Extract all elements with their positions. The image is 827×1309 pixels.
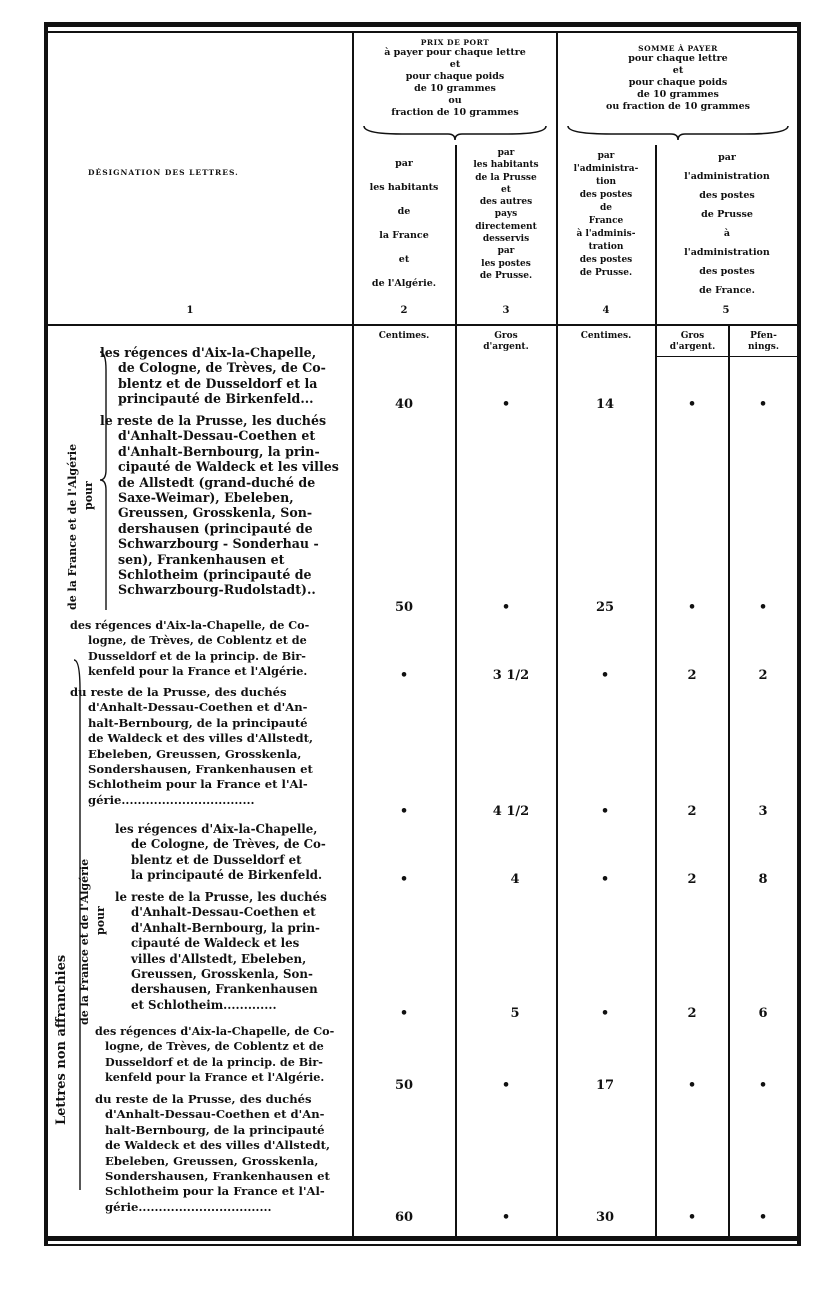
right-border xyxy=(797,22,801,1246)
divider-col2-col3 xyxy=(455,145,457,1236)
top-rule-thin xyxy=(44,31,799,33)
row-2-col3: • xyxy=(501,600,511,615)
row-2-col2: 50 xyxy=(394,600,414,615)
row-1-col5b: • xyxy=(758,397,768,412)
row-2-col5b: • xyxy=(758,600,768,615)
row-3-col3: 3 1/2 xyxy=(492,668,530,683)
side-label-group2: de la France et de l'Algérie xyxy=(78,858,91,1025)
row-4-col2: • xyxy=(399,804,409,819)
row-1-col3: • xyxy=(501,397,511,412)
col3-unit: Gros d'argent. xyxy=(483,331,529,353)
row-4-col5a: 2 xyxy=(687,804,697,819)
col2-number: 2 xyxy=(400,305,408,316)
divider-col5-sub xyxy=(728,326,730,1236)
col5-number: 5 xyxy=(722,305,730,316)
row-3-col5b: 2 xyxy=(758,668,768,683)
row-1-description: les régences d'Aix-la-Chapelle, de Cologne, de Trèves, de Co- blentz et de Dusseldorf et la principauté de Birkenfeld... xyxy=(100,345,326,407)
group-b-brace xyxy=(566,122,790,142)
side-label-outer: Lettres non affranchies xyxy=(54,954,69,1125)
row-7-description: des régences d'Aix-la-Chapelle, de Co- logne, de Trèves, de Coblentz et de Dusseldorf et de la princip. de Bir- kenfeld pour la France et l'Algérie. xyxy=(95,1024,335,1085)
col4-number: 4 xyxy=(602,305,610,316)
col3-heading: par les habitants de la Prusse et des autres pays directement desservis par les postes de Prusse. xyxy=(473,148,539,281)
side-label-group1: de la France et de l'Algérie xyxy=(66,443,79,610)
row-8-col2: 60 xyxy=(394,1210,414,1225)
row-7-col5a: • xyxy=(687,1078,697,1093)
col4-unit: Centimes. xyxy=(580,331,632,341)
row-7-col4: 17 xyxy=(595,1078,615,1093)
col1-number: 1 xyxy=(186,305,194,316)
row-3-col2: • xyxy=(399,668,409,683)
row-3-description: des régences d'Aix-la-Chapelle, de Co- logne, de Trèves, de Coblentz et de Dusseldorf et de la princip. de Bir- kenfeld pour la France et l'Algérie. xyxy=(70,618,310,679)
row-8-description: du reste de la Prusse, des duchés d'Anhalt-Dessau-Coethen et d'An- halt-Bernbourg, de la principauté de Waldeck et des villes d'Allstedt, Ebeleben, Greussen, Grosskenla, Sondershausen, Frankenhausen et Schlotheim pour la France et l'Al- gérie................................. xyxy=(95,1092,330,1214)
row-3-col5a: 2 xyxy=(687,668,697,683)
row-8-col5b: • xyxy=(758,1210,768,1225)
row-4-description: du reste de la Prusse, des duchés d'Anhalt-Dessau-Coethen et d'An- halt-Bernbourg, de la principauté de Waldeck et des villes d'Allstedt, Ebeleben, Greussen, Grosskenla, Sondershausen, Frankenhausen et Schlotheim pour la France et l'Al- gérie................................. xyxy=(70,685,313,807)
row-2-col4: 25 xyxy=(595,600,615,615)
row-3-col4: • xyxy=(600,668,610,683)
col5-unit-underline xyxy=(657,356,797,357)
row-1-col5a: • xyxy=(687,397,697,412)
header-separator xyxy=(48,324,798,326)
col5a-unit: Gros d'argent. xyxy=(669,331,716,353)
row-4-col3: 4 1/2 xyxy=(492,804,530,819)
col3-number: 3 xyxy=(502,305,510,316)
bottom-rule-thin xyxy=(44,1244,799,1246)
row-8-col3: • xyxy=(501,1210,511,1225)
row-7-col3: • xyxy=(501,1078,511,1093)
col5b-unit: Pfen- nings. xyxy=(748,331,779,353)
row-6-description: le reste de la Prusse, les duchés d'Anhalt-Dessau-Coethen et d'Anhalt-Bernbourg, la prin- cipauté de Waldeck et les villes d'Allstedt, Ebeleben, Greussen, Grosskenla, Son- dershausen, Frankenhausen et Schlotheim............. xyxy=(115,890,327,1012)
divider-col4-col5 xyxy=(655,145,657,1236)
top-rule xyxy=(44,22,799,27)
row-4-col5b: 3 xyxy=(758,804,768,819)
row-8-col4: 30 xyxy=(595,1210,615,1225)
col2-heading: par les habitants de la France et de l'Algérie. xyxy=(369,158,439,289)
col4-heading: par l'administra- tion des postes de France à l'adminis- tration des postes de Prusse. xyxy=(573,151,639,278)
side-label-group1-pour: pour xyxy=(82,481,95,510)
row-7-col2: 50 xyxy=(394,1078,414,1093)
row-4-col4: • xyxy=(600,804,610,819)
row-6-col4: • xyxy=(600,1006,610,1021)
group-a-heading: PRIX DE PORT à payer pour chaque lettre et pour chaque poids de 10 grammes ou fraction de 10 grammes xyxy=(384,38,526,118)
row-6-col5b: 6 xyxy=(758,1006,768,1021)
row-6-col5a: 2 xyxy=(687,1006,697,1021)
row-8-col5a: • xyxy=(687,1210,697,1225)
row-2-description: le reste de la Prusse, les duchés d'Anhalt-Dessau-Coethen et d'Anhalt-Bernbourg, la prin- cipauté de Waldeck et les villes de Allstedt (grand-duché de Saxe-Weimar), Ebeleben, Greussen, Grosskenla, Son- dershausen (principauté de Schwarzbourg - Sonderhau - sen), Frankenhausen et Schlotheim (principauté de Schwarzbourg-Rudolstadt).. xyxy=(100,413,339,598)
row-6-col2: • xyxy=(399,1006,409,1021)
side-label-group2-pour: pour xyxy=(94,906,107,935)
row-5-col5b: 8 xyxy=(758,872,768,887)
row-1-col4: 14 xyxy=(595,397,615,412)
row-5-description: les régences d'Aix-la-Chapelle, de Cologne, de Trèves, de Co- blentz et de Dusseldorf et la principauté de Birkenfeld. xyxy=(115,822,326,883)
row-1-col2: 40 xyxy=(394,397,414,412)
col5-heading: par l'administration des postes de Prusse à l'administration des postes de France. xyxy=(684,152,770,296)
col1-title: DÉSIGNATION DES LETTRES. xyxy=(88,168,239,177)
bottom-rule xyxy=(44,1236,799,1241)
row-5-col5a: 2 xyxy=(687,872,697,887)
row-5-col4: • xyxy=(600,872,610,887)
col2-unit: Centimes. xyxy=(378,331,430,341)
row-6-col3: 5 xyxy=(510,1006,520,1021)
group-a-brace xyxy=(362,122,548,142)
row-7-col5b: • xyxy=(758,1078,768,1093)
row-2-col5a: • xyxy=(687,600,697,615)
group-b-heading: SOMME À PAYER pour chaque lettre et pour chaque poids de 10 grammes ou fraction de 10 grammes xyxy=(606,44,750,112)
row-5-col2: • xyxy=(399,872,409,887)
row-5-col3: 4 xyxy=(510,872,520,887)
